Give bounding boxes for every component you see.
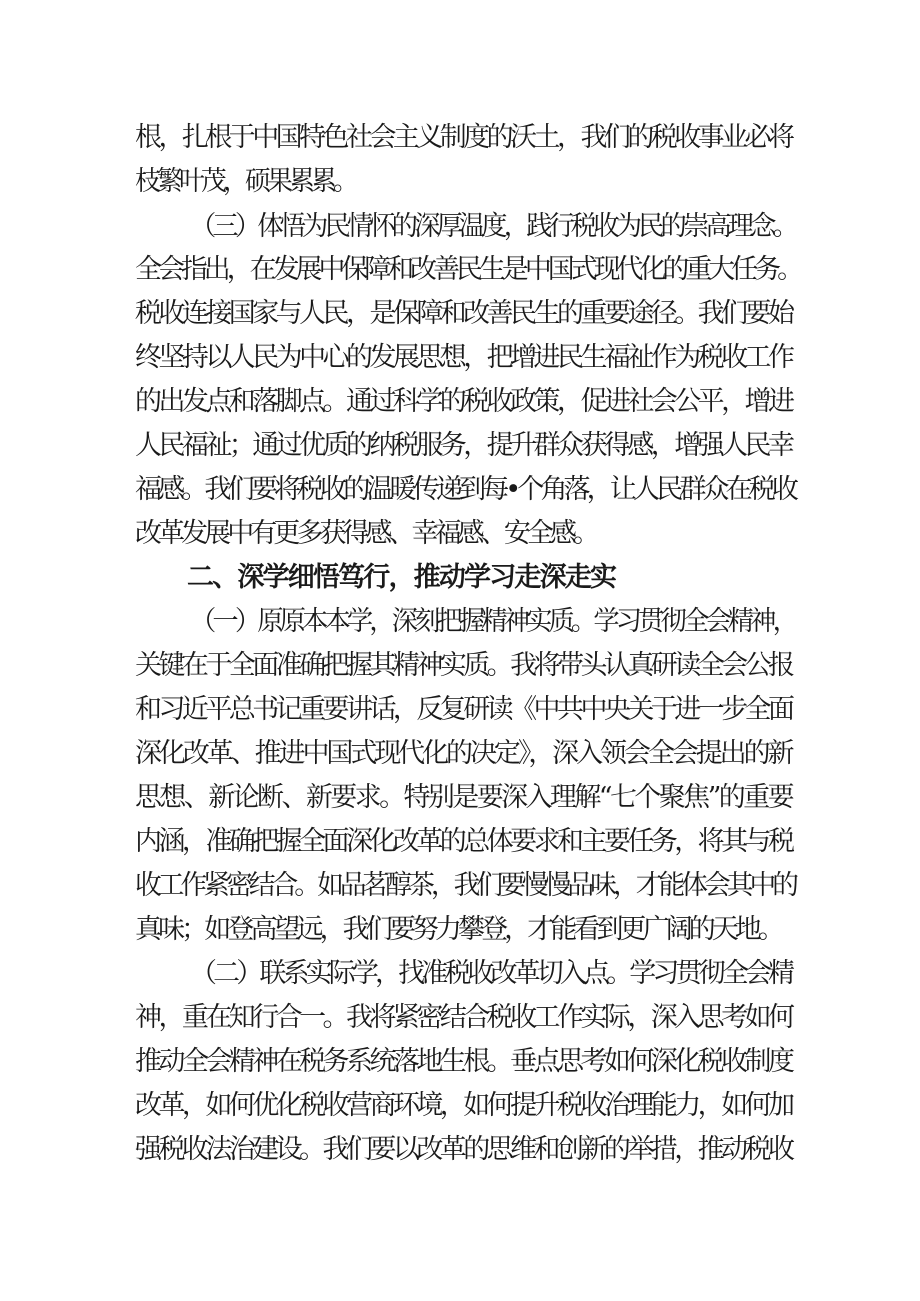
text-line: （一）原原本本学，深刻把握精神实质。学习贯彻全会精神， — [190, 606, 795, 637]
text-line: 改革发展中有更多获得感、幸福感、安全感。 — [135, 518, 597, 549]
text-line: （二）联系实际学，找准税收改革切入点。学习贯彻全会精 — [190, 958, 792, 989]
text-line: 推动全会精神在税务系统落地生根。垂点思考如何深化税收制度 — [135, 1046, 792, 1077]
text-line: 深化改革、推进中国式现代化的决定》，深入领会全会提出的新 — [135, 738, 792, 769]
text-line: 人民福祉；通过优质的纳税服务，提升群众获得感，增强人民幸 — [135, 430, 792, 461]
text-line: 终坚持以人民为中心的发展思想，把增进民生福祉作为税收工作 — [135, 342, 792, 373]
text-line: 的出发点和落脚点。通过科学的税收政策，促进社会公平，增进 — [135, 386, 792, 417]
text-line: 思想、新论断、新要求。特别是要深入理解“七个聚焦”的重要 — [135, 782, 793, 813]
text-line: 全会指出，在发展中保障和改善民生是中国式现代化的重大任务。 — [135, 254, 800, 285]
text-line: 内涵，准确把握全面深化改革的总体要求和主要任务，将其与税 — [135, 826, 792, 857]
text-line: 枝繁叶茂，硕果累累。 — [135, 166, 355, 197]
text-line: 神，重在知行合一。我将紧密结合税收工作实际，深入思考如何 — [135, 1002, 792, 1033]
text-line: 强税收法治建设。我们要以改革的思维和创新的举措，推动税收 — [135, 1134, 792, 1165]
text-line: 收工作紧密结合。如品茗醇茶，我们要慢慢品味，才能体会其中的 — [135, 870, 795, 901]
text-line: （三）体悟为民情怀的深厚温度，践行税收为民的崇高理念。 — [190, 211, 795, 242]
text-line: 关键在于全面准确把握其精神实质。我将带头认真研读全会公报 — [135, 650, 792, 681]
text-line: 真味；如登高望远，我们要努力攀登，才能看到更广阔的天地。 — [135, 914, 782, 945]
text-line: 改革，如何优化税收营商环境，如何提升税收治理能力，如何加 — [135, 1090, 792, 1121]
section-heading: 二、深学细悟笃行，推动学习走深走实 — [187, 562, 616, 593]
text-line: 和习近平总书记重要讲话，反复研读《中共中央关于进一步全面 — [135, 694, 792, 725]
text-line: 税收连接国家与人民，是保障和改善民生的重要途径。我们要始 — [135, 298, 792, 329]
text-line: 福感。我们要将税收的温暖传递到每•个角落，让人民群众在税收 — [135, 474, 795, 505]
text-line: 根，扎根于中国特色社会主义制度的沃土，我们的税收事业必将 — [135, 122, 792, 153]
